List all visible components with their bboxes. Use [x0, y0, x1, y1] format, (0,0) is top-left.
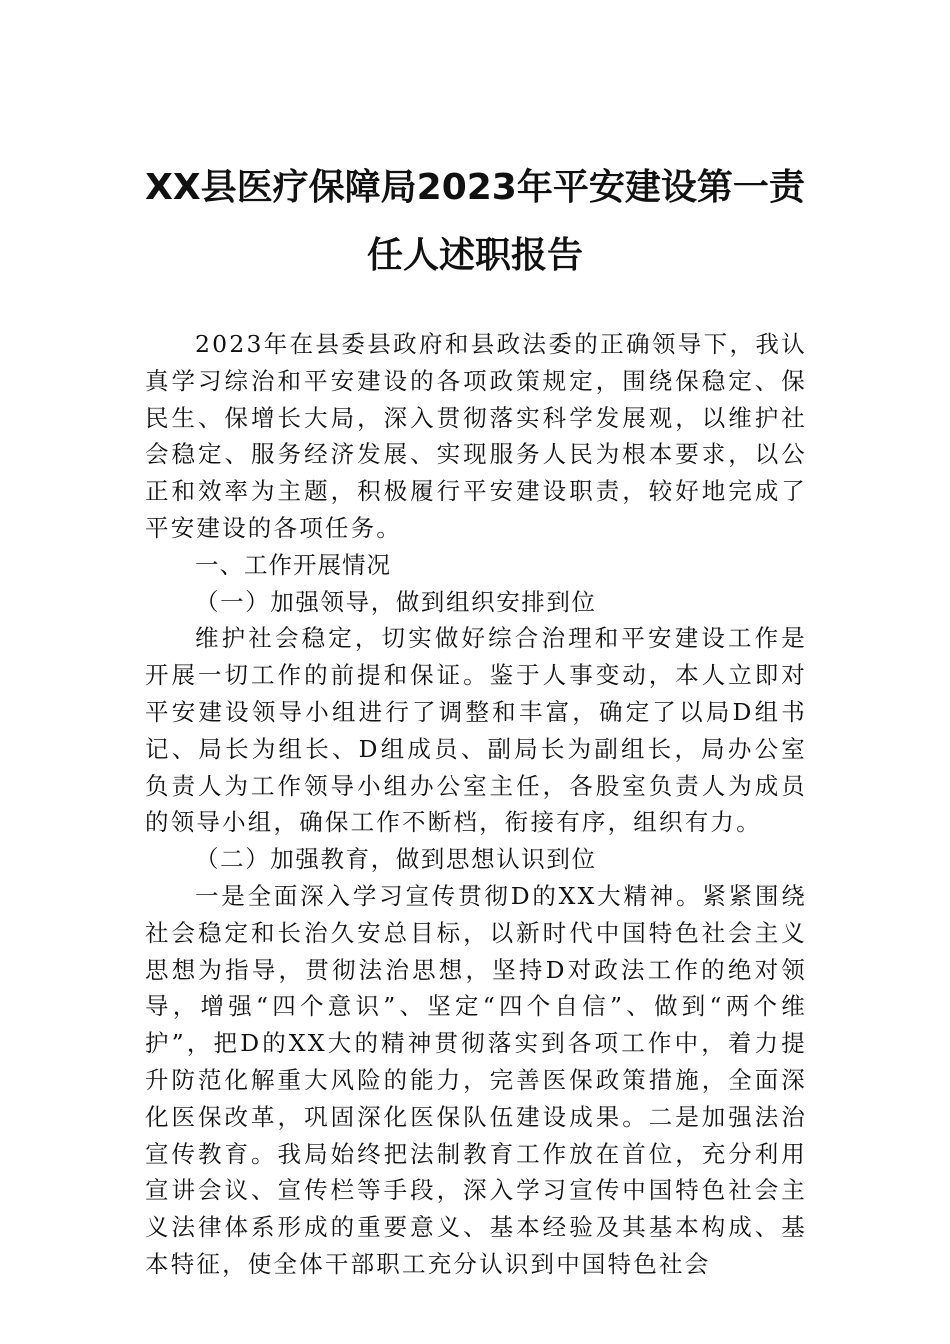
document-title-line-1: XX县医疗保障局2023年平安建设第一责	[145, 167, 805, 208]
subsection-1-paragraph: 维护社会稳定，切实做好综合治理和平安建设工作是开展一切工作的前提和保证。鉴于人事变动，本人立即对平安建设领导小组进行了调整和丰富，确定了以局D组书记、局长为组长、D组成员、副局长为副组长，局办公室负责人为工作领导小组办公室主任，各股室负责人为成员的领导小组，确保工作不断档，衔接有序，组织有力。	[145, 624, 807, 837]
section-heading-1: 一、工作开展情况	[195, 550, 391, 579]
subsection-2-paragraph: 一是全面深入学习宣传贯彻D的XX大精神。紧紧围绕社会稳定和长治久安总目标，以新时代中国特色社会主义思想为指导，贯彻法治思想，坚持D对政法工作的绝对领导，增强“四个意识”、坚定“四个自信”、做到“两个维护”，把D的XX大的精神贯彻落实到各项工作中，着力提升防范化解重大风险的能力，完善医保政策措施，全面深化医保改革，巩固深化医保队伍建设成果。二是加强法治宣传教育。我局始终把法制教育工作放在首位，充分利用宣讲会议、宣传栏等手段，深入学习宣传中国特色社会主义法律体系形成的重要意义、基本经验及其基本构成、基本特征，使全体干部职工充分认识到中国特色社会	[145, 881, 807, 1278]
subsection-heading-2: （二）加强教育，做到思想认识到位	[195, 845, 597, 874]
document-body	[145, 326, 807, 1283]
intro-paragraph: 2023年在县委县政府和县政法委的正确领导下，我认真学习综治和平安建设的各项政策规定，围绕保稳定、保民生、保增长大局，深入贯彻落实科学发展观，以维护社会稳定、服务经济发展、实现服务人民为根本要求，以公正和效率为主题，积极履行平安建设职责，较好地完成了平安建设的各项任务。	[145, 330, 807, 542]
document-title-line-2: 任人述职报告	[366, 235, 583, 276]
subsection-heading-1: （一）加强领导，做到组织安排到位	[195, 587, 597, 616]
